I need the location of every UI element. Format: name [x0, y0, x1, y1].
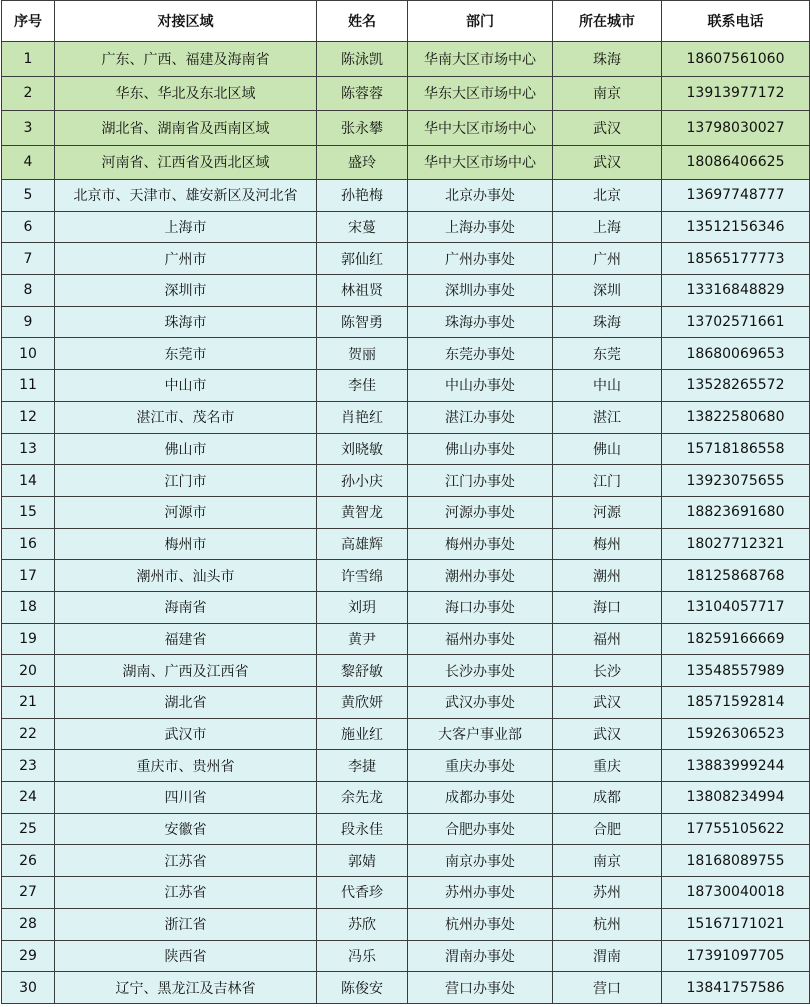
cell-phone: 13913977172	[662, 76, 810, 111]
cell-city: 珠海	[553, 306, 662, 338]
cell-region: 湖北省、湖南省及西南区域	[55, 111, 317, 146]
table-row	[2, 243, 810, 275]
cell-name: 肖艳红	[317, 401, 408, 433]
cell-department: 南京办事处	[408, 845, 553, 877]
cell-phone: 15926306523	[662, 718, 810, 750]
cell-department: 杭州办事处	[408, 908, 553, 940]
table-row	[2, 306, 810, 338]
cell-department: 华中大区市场中心	[408, 111, 553, 146]
cell-region: 河南省、江西省及西北区域	[55, 145, 317, 180]
cell-index: 23	[2, 750, 55, 782]
cell-index: 18	[2, 591, 55, 623]
cell-phone: 18823691680	[662, 496, 810, 528]
cell-city: 梅州	[553, 528, 662, 560]
table-row	[2, 591, 810, 623]
table-row	[2, 111, 810, 146]
cell-index: 10	[2, 338, 55, 370]
cell-department: 长沙办事处	[408, 655, 553, 687]
cell-city: 武汉	[553, 111, 662, 146]
cell-city: 海口	[553, 591, 662, 623]
cell-city: 潮州	[553, 560, 662, 592]
cell-region: 武汉市	[55, 718, 317, 750]
cell-index: 24	[2, 782, 55, 814]
cell-region: 中山市	[55, 370, 317, 402]
cell-city: 上海	[553, 211, 662, 243]
cell-city: 深圳	[553, 275, 662, 307]
table-row	[2, 908, 810, 940]
cell-city: 江门	[553, 465, 662, 497]
cell-name: 陈蓉蓉	[317, 76, 408, 111]
cell-region: 珠海市	[55, 306, 317, 338]
header-index: 序号	[2, 1, 55, 42]
table-row	[2, 560, 810, 592]
cell-phone: 18680069653	[662, 338, 810, 370]
cell-city: 成都	[553, 782, 662, 814]
table-row	[2, 465, 810, 497]
cell-phone: 18259166669	[662, 623, 810, 655]
cell-index: 17	[2, 560, 55, 592]
table-row	[2, 370, 810, 402]
cell-region: 湛江市、茂名市	[55, 401, 317, 433]
cell-index: 16	[2, 528, 55, 560]
table-row	[2, 145, 810, 180]
cell-department: 广州办事处	[408, 243, 553, 275]
table-row	[2, 718, 810, 750]
header-phone: 联系电话	[662, 1, 810, 42]
cell-region: 上海市	[55, 211, 317, 243]
cell-index: 12	[2, 401, 55, 433]
cell-city: 中山	[553, 370, 662, 402]
cell-department: 成都办事处	[408, 782, 553, 814]
cell-department: 苏州办事处	[408, 877, 553, 909]
cell-index: 9	[2, 306, 55, 338]
table-row	[2, 496, 810, 528]
cell-region: 江苏省	[55, 845, 317, 877]
cell-name: 施业红	[317, 718, 408, 750]
cell-city: 武汉	[553, 718, 662, 750]
table-row	[2, 845, 810, 877]
table-row	[2, 211, 810, 243]
cell-name: 代香珍	[317, 877, 408, 909]
header-department: 部门	[408, 1, 553, 42]
table-row	[2, 42, 810, 77]
cell-phone: 18607561060	[662, 42, 810, 77]
cell-phone: 18086406625	[662, 145, 810, 180]
cell-city: 珠海	[553, 42, 662, 77]
cell-index: 11	[2, 370, 55, 402]
cell-index: 6	[2, 211, 55, 243]
table-row	[2, 750, 810, 782]
cell-region: 福建省	[55, 623, 317, 655]
cell-name: 冯乐	[317, 940, 408, 972]
cell-city: 佛山	[553, 433, 662, 465]
contact-table	[1, 0, 810, 1004]
cell-index: 28	[2, 908, 55, 940]
table-row	[2, 76, 810, 111]
cell-region: 浙江省	[55, 908, 317, 940]
cell-department: 佛山办事处	[408, 433, 553, 465]
table-row	[2, 813, 810, 845]
cell-city: 福州	[553, 623, 662, 655]
cell-name: 孙小庆	[317, 465, 408, 497]
table-row	[2, 687, 810, 719]
cell-index: 26	[2, 845, 55, 877]
cell-phone: 13548557989	[662, 655, 810, 687]
table-row	[2, 782, 810, 814]
cell-city: 合肥	[553, 813, 662, 845]
cell-department: 合肥办事处	[408, 813, 553, 845]
cell-index: 5	[2, 180, 55, 212]
table-row	[2, 338, 810, 370]
table-row	[2, 401, 810, 433]
cell-index: 25	[2, 813, 55, 845]
cell-phone: 13702571661	[662, 306, 810, 338]
cell-department: 华南大区市场中心	[408, 42, 553, 77]
table-row	[2, 877, 810, 909]
cell-region: 梅州市	[55, 528, 317, 560]
cell-phone: 13316848829	[662, 275, 810, 307]
cell-city: 湛江	[553, 401, 662, 433]
cell-region: 潮州市、汕头市	[55, 560, 317, 592]
cell-index: 27	[2, 877, 55, 909]
cell-department: 北京办事处	[408, 180, 553, 212]
cell-department: 华中大区市场中心	[408, 145, 553, 180]
cell-phone: 13923075655	[662, 465, 810, 497]
cell-phone: 13822580680	[662, 401, 810, 433]
cell-phone: 18571592814	[662, 687, 810, 719]
cell-department: 中山办事处	[408, 370, 553, 402]
table-row	[2, 655, 810, 687]
cell-region: 辽宁、黑龙江及吉林省	[55, 972, 317, 1004]
cell-phone: 13104057717	[662, 591, 810, 623]
cell-region: 湖北省	[55, 687, 317, 719]
cell-city: 武汉	[553, 687, 662, 719]
cell-region: 重庆市、贵州省	[55, 750, 317, 782]
cell-department: 湛江办事处	[408, 401, 553, 433]
cell-name: 黄尹	[317, 623, 408, 655]
cell-index: 15	[2, 496, 55, 528]
cell-phone: 18027712321	[662, 528, 810, 560]
cell-phone: 13883999244	[662, 750, 810, 782]
cell-department: 华东大区市场中心	[408, 76, 553, 111]
cell-name: 陈俊安	[317, 972, 408, 1004]
cell-region: 江苏省	[55, 877, 317, 909]
cell-name: 高雄辉	[317, 528, 408, 560]
cell-phone: 13808234994	[662, 782, 810, 814]
cell-region: 四川省	[55, 782, 317, 814]
cell-department: 东莞办事处	[408, 338, 553, 370]
cell-index: 4	[2, 145, 55, 180]
cell-department: 珠海办事处	[408, 306, 553, 338]
table-body	[2, 42, 810, 1004]
cell-region: 华东、华北及东北区域	[55, 76, 317, 111]
cell-index: 20	[2, 655, 55, 687]
cell-department: 潮州办事处	[408, 560, 553, 592]
cell-phone: 18565177773	[662, 243, 810, 275]
cell-department: 福州办事处	[408, 623, 553, 655]
table-row	[2, 528, 810, 560]
header-region: 对接区域	[55, 1, 317, 42]
cell-name: 余先龙	[317, 782, 408, 814]
cell-phone: 18168089755	[662, 845, 810, 877]
cell-department: 深圳办事处	[408, 275, 553, 307]
cell-region: 安徽省	[55, 813, 317, 845]
cell-department: 渭南办事处	[408, 940, 553, 972]
cell-city: 武汉	[553, 145, 662, 180]
cell-phone: 13528265572	[662, 370, 810, 402]
table-row	[2, 275, 810, 307]
cell-index: 19	[2, 623, 55, 655]
cell-phone: 17755105622	[662, 813, 810, 845]
cell-phone: 18730040018	[662, 877, 810, 909]
cell-phone: 13512156346	[662, 211, 810, 243]
table-row	[2, 623, 810, 655]
cell-phone: 13841757586	[662, 972, 810, 1004]
cell-city: 渭南	[553, 940, 662, 972]
cell-city: 苏州	[553, 877, 662, 909]
table-row	[2, 433, 810, 465]
cell-index: 13	[2, 433, 55, 465]
cell-city: 营口	[553, 972, 662, 1004]
cell-name: 张永攀	[317, 111, 408, 146]
cell-department: 营口办事处	[408, 972, 553, 1004]
cell-city: 南京	[553, 845, 662, 877]
cell-index: 30	[2, 972, 55, 1004]
cell-department: 上海办事处	[408, 211, 553, 243]
cell-index: 7	[2, 243, 55, 275]
table-row	[2, 940, 810, 972]
cell-region: 东莞市	[55, 338, 317, 370]
cell-region: 广州市	[55, 243, 317, 275]
cell-index: 21	[2, 687, 55, 719]
cell-name: 宋蔓	[317, 211, 408, 243]
cell-phone: 18125868768	[662, 560, 810, 592]
cell-city: 东莞	[553, 338, 662, 370]
cell-name: 盛玲	[317, 145, 408, 180]
cell-region: 广东、广西、福建及海南省	[55, 42, 317, 77]
cell-phone: 13697748777	[662, 180, 810, 212]
cell-name: 黎舒敏	[317, 655, 408, 687]
cell-city: 北京	[553, 180, 662, 212]
cell-department: 江门办事处	[408, 465, 553, 497]
cell-name: 黄智龙	[317, 496, 408, 528]
cell-department: 海口办事处	[408, 591, 553, 623]
table-row	[2, 180, 810, 212]
cell-index: 22	[2, 718, 55, 750]
cell-name: 李捷	[317, 750, 408, 782]
cell-name: 陈泳凯	[317, 42, 408, 77]
cell-department: 武汉办事处	[408, 687, 553, 719]
cell-index: 14	[2, 465, 55, 497]
cell-index: 2	[2, 76, 55, 111]
cell-city: 河源	[553, 496, 662, 528]
cell-name: 孙艳梅	[317, 180, 408, 212]
cell-region: 海南省	[55, 591, 317, 623]
cell-name: 郭仙红	[317, 243, 408, 275]
cell-index: 1	[2, 42, 55, 77]
cell-phone: 15167171021	[662, 908, 810, 940]
cell-department: 河源办事处	[408, 496, 553, 528]
cell-department: 重庆办事处	[408, 750, 553, 782]
cell-name: 许雪绵	[317, 560, 408, 592]
cell-name: 李佳	[317, 370, 408, 402]
cell-city: 广州	[553, 243, 662, 275]
cell-name: 林祖贤	[317, 275, 408, 307]
cell-name: 刘玥	[317, 591, 408, 623]
table-header-row	[2, 1, 810, 42]
header-city: 所在城市	[553, 1, 662, 42]
cell-region: 河源市	[55, 496, 317, 528]
cell-name: 郭婧	[317, 845, 408, 877]
cell-city: 重庆	[553, 750, 662, 782]
cell-phone: 17391097705	[662, 940, 810, 972]
cell-region: 陕西省	[55, 940, 317, 972]
cell-region: 佛山市	[55, 433, 317, 465]
cell-phone: 13798030027	[662, 111, 810, 146]
cell-region: 深圳市	[55, 275, 317, 307]
header-name: 姓名	[317, 1, 408, 42]
cell-index: 3	[2, 111, 55, 146]
cell-name: 苏欣	[317, 908, 408, 940]
cell-index: 29	[2, 940, 55, 972]
cell-name: 陈智勇	[317, 306, 408, 338]
cell-name: 刘晓敏	[317, 433, 408, 465]
cell-name: 黄欣妍	[317, 687, 408, 719]
cell-department: 大客户事业部	[408, 718, 553, 750]
cell-city: 南京	[553, 76, 662, 111]
cell-name: 段永佳	[317, 813, 408, 845]
cell-department: 梅州办事处	[408, 528, 553, 560]
table-row	[2, 972, 810, 1004]
cell-city: 杭州	[553, 908, 662, 940]
cell-region: 江门市	[55, 465, 317, 497]
cell-index: 8	[2, 275, 55, 307]
cell-name: 贺丽	[317, 338, 408, 370]
cell-phone: 15718186558	[662, 433, 810, 465]
cell-region: 北京市、天津市、雄安新区及河北省	[55, 180, 317, 212]
cell-region: 湖南、广西及江西省	[55, 655, 317, 687]
cell-city: 长沙	[553, 655, 662, 687]
